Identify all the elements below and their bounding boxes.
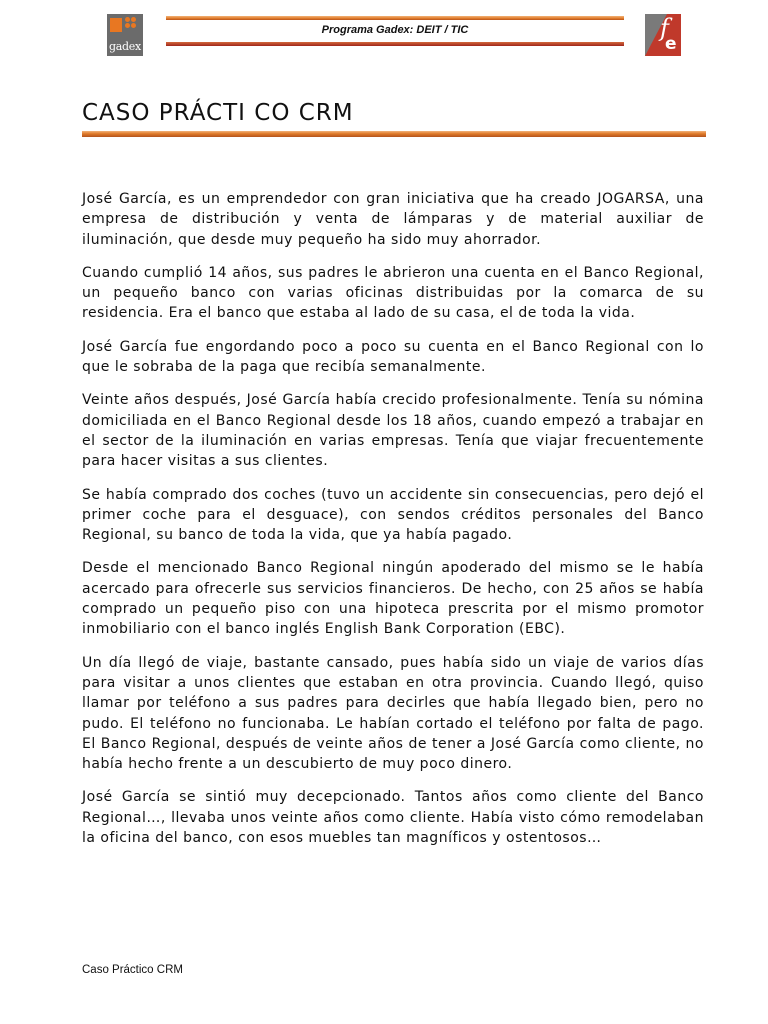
logo-dots: [125, 17, 141, 33]
document-body: [82, 189, 704, 861]
paragraph: José García fue engordando poco a poco su cuenta en el Banco Regional con lo que le sobraba de la paga que recibía semanalmente.: [82, 338, 704, 376]
paragraph: Veinte años después, José García había crecido profesionalmente. Tenía su nómina domiciliada en el Banco Regional desde los 18 años, cuando empezó a trabajar en el sector de la iluminación en varias empresas. Tenía que viajar frecuentemente para hacer visitas a sus clientes.: [82, 392, 704, 470]
paragraph: Desde el mencionado Banco Regional ningún apoderado del mismo se le había acercado para ofrecerle sus servicios financieros. De hecho, con 25 años se había comprado un pequeño piso con una hipoteca prescrita por el mismo promotor inmobiliario con el banco inglés English Bank Corporation (EBC).: [82, 560, 704, 638]
gadex-logo-text: gadex: [109, 40, 141, 53]
heading-rule: [82, 131, 706, 137]
gadex-logo-icon: [107, 14, 143, 56]
header-band: [166, 16, 624, 46]
document-heading: CASO PRÁCTI CO CRM: [82, 100, 354, 126]
logo-square: [110, 18, 122, 32]
paragraph: José García, es un emprendedor con gran iniciativa que ha creado JOGARSA, una empresa de distribución y venta de lámparas y de material auxiliar de iluminación, que desde muy pequeño ha sido muy ahorrador.: [82, 191, 704, 248]
fe-logo-letter-f: f: [660, 14, 669, 42]
paragraph: Se había comprado dos coches (tuvo un accidente sin consecuencias, pero dejó el primer coche para el desguace), con sendos créditos personales del Banco Regional, su banco de toda la vida, que ya había pagado.: [82, 486, 704, 544]
header-rule-bottom: [166, 42, 624, 46]
header-rule-top: [166, 16, 624, 20]
fe-logo-icon: [645, 14, 681, 56]
page-footer: Caso Práctico CRM: [82, 964, 183, 976]
fe-logo-letter-e: e: [665, 34, 677, 54]
program-title: Programa Gadex: DEIT / TIC: [321, 24, 469, 36]
paragraph: José García se sintió muy decepcionado. Tantos años como cliente del Banco Regional…, llevaba unos veinte años como cliente. Había visto cómo remodelaban la oficina del banco, con esos muebles tan magníficos y ostentosos…: [82, 789, 704, 847]
paragraph: Cuando cumplió 14 años, sus padres le abrieron una cuenta en el Banco Regional, un pequeño banco con varias oficinas distribuidas por la comarca de su residencia. Era el banco que estaba al lado de su casa, el de toda la vida.: [82, 264, 704, 322]
paragraph: Un día llegó de viaje, bastante cansado, pues había sido un viaje de varios días para visitar a unos clientes que estaban en otra provincia. Cuando llegó, quiso llamar por teléfono a sus padres para decirles que había llegado bien, pero no pudo. El teléfono no funcionaba. Le habían cortado el teléfono por falta de pago. El Banco Regional, después de veinte años de tener a José García como cliente, no había hecho frente a un descubierto de muy poco dinero.: [82, 654, 704, 773]
